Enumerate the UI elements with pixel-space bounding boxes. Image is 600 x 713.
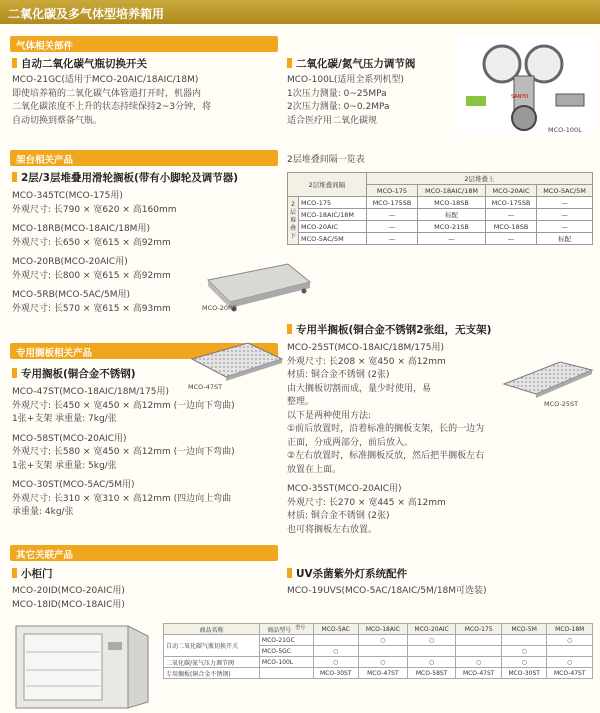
table-cell: MCO-20AIC <box>407 624 456 635</box>
page-header: 二氧化碳及多气体型培养箱用 <box>0 0 600 24</box>
regulator-image <box>456 36 596 134</box>
table-row <box>164 624 593 635</box>
text-line: MCO-47ST(MCO-18AIC/18M/175用) <box>12 387 169 397</box>
table-cell: MCO-5AC/5M <box>537 185 593 197</box>
table-row <box>164 668 593 679</box>
text-line: 1张+支架 承重量: 7kg/张 <box>12 414 117 424</box>
table-cell <box>456 635 502 646</box>
table-cell: ○ <box>547 657 593 668</box>
table-cell: — <box>366 233 417 245</box>
table-cell: MCO-175 <box>456 624 502 635</box>
table-row <box>164 657 593 668</box>
table-cell: 2层堆叠间隔 <box>288 173 367 197</box>
table-cell: MCO-175 <box>299 197 367 209</box>
text-line: MCO-345TC(MCO-175用) <box>12 191 123 201</box>
table-row <box>288 221 593 233</box>
table-cell: — <box>485 233 536 245</box>
text-line: MCO-18ID(MCO-18AIC用) <box>12 599 125 610</box>
text-line: 正面，分成两部分，前后放入。 <box>287 437 414 448</box>
text-line: 外观尺寸: 长570 × 宽615 × 高93mm <box>12 303 171 314</box>
table-row <box>164 635 593 646</box>
caster-image-label: MCO-20RB <box>202 304 238 312</box>
casters-text <box>12 190 177 316</box>
compat-table <box>163 623 593 679</box>
text-line: MCO-19UVS(MCO-5AC/18AIC/5M/18M可选装) <box>287 586 487 596</box>
table-cell: — <box>418 233 486 245</box>
text-line: ①前后放置时，沿着标准的搁板支架，长的一边为 <box>287 424 485 434</box>
text-line: ②左右放置时，标准搁板反放，然后把半搁板左右 <box>287 451 485 461</box>
table-cell: ○ <box>407 657 456 668</box>
table-cell: — <box>537 197 593 209</box>
table-cell: MCO-175 <box>366 185 417 197</box>
text-line: MCO-30ST(MCO-5AC/5M用) <box>12 480 135 490</box>
incubator-image <box>12 622 152 710</box>
caster-tray-image <box>200 258 312 312</box>
text-line: 二氧化碳浓度不上升的状态持续保持2~3分钟，将 <box>12 102 211 112</box>
regulator-text <box>287 74 404 128</box>
table-cell: ○ <box>359 657 408 668</box>
table-cell <box>313 635 359 646</box>
section-rack: 架台相关产品 <box>10 150 278 166</box>
text-line: 由大搁板切割而成，量少时使用，易 <box>287 383 432 394</box>
text-line: 外观尺寸: 长208 × 宽450 × 高12mm <box>287 356 446 367</box>
table-cell: — <box>366 221 417 233</box>
uv-text <box>287 585 487 599</box>
table-cell: ○ <box>501 657 547 668</box>
table-cell: MCO-47ST <box>456 668 502 679</box>
table-cell: MCO-18AIC/18M <box>418 185 486 197</box>
text-line: 整理。 <box>287 397 315 407</box>
text-line: 外观尺寸: 长310 × 宽310 × 高12mm (四边向上弯曲 <box>12 493 232 504</box>
table-cell <box>456 646 502 657</box>
table-cell: ○ <box>407 635 456 646</box>
casters-title: 2层/3层堆叠用滑轮搁板(带有小脚轮及调节器) <box>12 170 238 185</box>
table-cell: 2层堆叠上 <box>366 173 592 185</box>
text-line: MCO-5RB(MCO-5AC/5M用) <box>12 290 130 300</box>
stack-caption: 2层堆叠间隔一览表 <box>287 155 365 165</box>
table-cell: MCO-100L <box>259 657 313 668</box>
table-cell: MCO-21SB <box>418 221 486 233</box>
door-text <box>12 585 125 612</box>
table-cell: MCO-5AC/5M <box>299 233 367 245</box>
table-cell: MCO-175SB <box>366 197 417 209</box>
table-cell <box>501 635 547 646</box>
regulator-image-label: MCO-100L <box>548 126 582 134</box>
half-shelf-image <box>500 356 596 408</box>
text-line: 适合医疗用二氧化碳规 <box>287 115 378 126</box>
table-cell: MCO-47ST <box>359 668 408 679</box>
stack-table <box>287 172 593 245</box>
text-line: 1次压力测量: 0~25MPa <box>287 88 387 99</box>
table-cell: MCO-5GC <box>259 646 313 657</box>
text-line: MCO-58ST(MCO-20AIC用) <box>12 433 127 444</box>
table-row <box>288 173 593 185</box>
text-line: 外观尺寸: 长650 × 宽615 × 高92mm <box>12 237 171 248</box>
co2-switch-text <box>12 74 211 128</box>
table-cell: ○ <box>313 657 359 668</box>
door-title: 小柜门 <box>12 566 53 581</box>
table-cell: MCO-18SB <box>418 197 486 209</box>
table-cell: MCO-47ST <box>547 668 593 679</box>
table-cell: 专用搁板(铜合金不锈钢) <box>164 668 260 679</box>
table-cell: 自动二氧化碳气瓶切换开关 <box>164 635 260 657</box>
text-line: 2次压力测量: 0~0.2MPa <box>287 102 390 112</box>
text-line: 外观尺寸: 长790 × 宽620 × 高160mm <box>12 204 177 215</box>
table-cell: ○ <box>547 635 593 646</box>
text-line: 以下是两种使用方法: <box>287 410 372 421</box>
section-other: 其它关联产品 <box>10 545 278 561</box>
unit-header: 型号 <box>295 625 306 631</box>
co2-switch-title: 自动二氧化碳气瓶切换开关 <box>12 56 147 71</box>
text-line: 材质: 铜合金不锈钢 (2张) <box>287 370 390 380</box>
table-row <box>288 209 593 221</box>
text-line: MCO-100L(适用全系列机型) <box>287 75 404 85</box>
table-cell <box>359 646 408 657</box>
table-cell: — <box>537 221 593 233</box>
text-line: MCO-35ST(MCO-20AIC用) <box>287 484 402 494</box>
table-cell: — <box>366 209 417 221</box>
table-cell <box>407 646 456 657</box>
text-line: 1张+支架 承重量: 5kg/张 <box>12 460 117 471</box>
half-shelf-text <box>287 342 484 537</box>
text-line: 外观尺寸: 长800 × 宽615 × 高92mm <box>12 270 171 281</box>
text-line: MCO-21GC(适用于MCO-20AIC/18AIC/18M) <box>12 75 199 85</box>
text-line: 材质: 铜合金不锈钢 (2张) <box>287 511 390 521</box>
table-cell: MCO-20AIC <box>299 221 367 233</box>
table-cell: MCO-5M <box>501 624 547 635</box>
table-cell: MCO-18SB <box>485 221 536 233</box>
table-cell: ○ <box>359 635 408 646</box>
text-line: 外观尺寸: 长580 × 宽450 × 高12mm (一边向下弯曲) <box>12 447 235 457</box>
table-cell: MCO-175SB <box>485 197 536 209</box>
text-line: 即使培养箱的二氧化碳气体管道打开时，机器内 <box>12 88 202 99</box>
uv-title: UV杀菌紫外灯系统配件 <box>287 566 407 581</box>
text-line: MCO-20ID(MCO-20AIC用) <box>12 586 125 596</box>
table-row <box>288 233 593 245</box>
regulator-title: 二氧化碳/氮气压力调节阀 <box>287 56 415 71</box>
text-line: 承重量: 4kg/张 <box>12 507 74 517</box>
table-cell <box>547 646 593 657</box>
shelves-text <box>12 386 235 520</box>
half-shelf-title: 专用半搁板(铜合金不锈钢2张组，无支架) <box>287 322 491 337</box>
table-cell: 2层堆叠下 <box>288 197 299 245</box>
table-cell <box>259 624 313 635</box>
table-cell: MCO-30ST <box>313 668 359 679</box>
table-cell: MCO-20AIC <box>485 185 536 197</box>
mesh-shelf-label: MCO-47ST <box>188 383 223 391</box>
text-line: MCO-25ST(MCO-18AIC/18M/175用) <box>287 343 444 353</box>
regulator-brand: SANYO <box>511 94 529 100</box>
table-row <box>288 197 593 209</box>
table-cell: ○ <box>313 646 359 657</box>
table-cell: MCO-30ST <box>501 668 547 679</box>
text-line: 外观尺寸: 长270 × 宽445 × 高12mm <box>287 497 446 508</box>
mesh-shelf-image <box>186 337 286 393</box>
section-gas: 气体相关部件 <box>10 36 278 52</box>
table-cell: MCO-18M <box>547 624 593 635</box>
table-cell: ○ <box>456 657 502 668</box>
table-cell: — <box>537 209 593 221</box>
table-cell: MCO-18AIC <box>359 624 408 635</box>
table-cell: MCO-21GC <box>259 635 313 646</box>
text-line: 放置在上面。 <box>287 464 342 475</box>
table-cell: MCO-5AC <box>313 624 359 635</box>
table-cell: — <box>485 209 536 221</box>
table-cell: 标配 <box>537 233 593 245</box>
table-cell: MCO-18AIC/18M <box>299 209 367 221</box>
table-cell: MCO-58ST <box>407 668 456 679</box>
text-line: 也可将搁板左右放置。 <box>287 524 378 535</box>
shelves-title: 专用搁板(铜合金不锈钢) <box>12 366 136 381</box>
table-cell: ○ <box>501 646 547 657</box>
table-cell: 标配 <box>418 209 486 221</box>
table-cell <box>259 668 313 679</box>
table-cell: 商品名称 <box>164 624 260 635</box>
text-line: 外观尺寸: 长450 × 宽450 × 高12mm (一边向下弯曲) <box>12 400 235 411</box>
text-line: 自动切换到蔡备气瓶。 <box>12 115 103 126</box>
half-shelf-label: MCO-25ST <box>544 400 579 408</box>
text-line: MCO-20RB(MCO-20AIC用) <box>12 257 128 267</box>
text-line: MCO-18RB(MCO-18AIC/18M用) <box>12 224 150 234</box>
table-cell: 二氧化碳/氮气压力调节阀 <box>164 657 260 668</box>
model-header: 商品型号 <box>267 627 292 634</box>
section-shelf: 专用搁板相关产品 <box>10 343 278 359</box>
